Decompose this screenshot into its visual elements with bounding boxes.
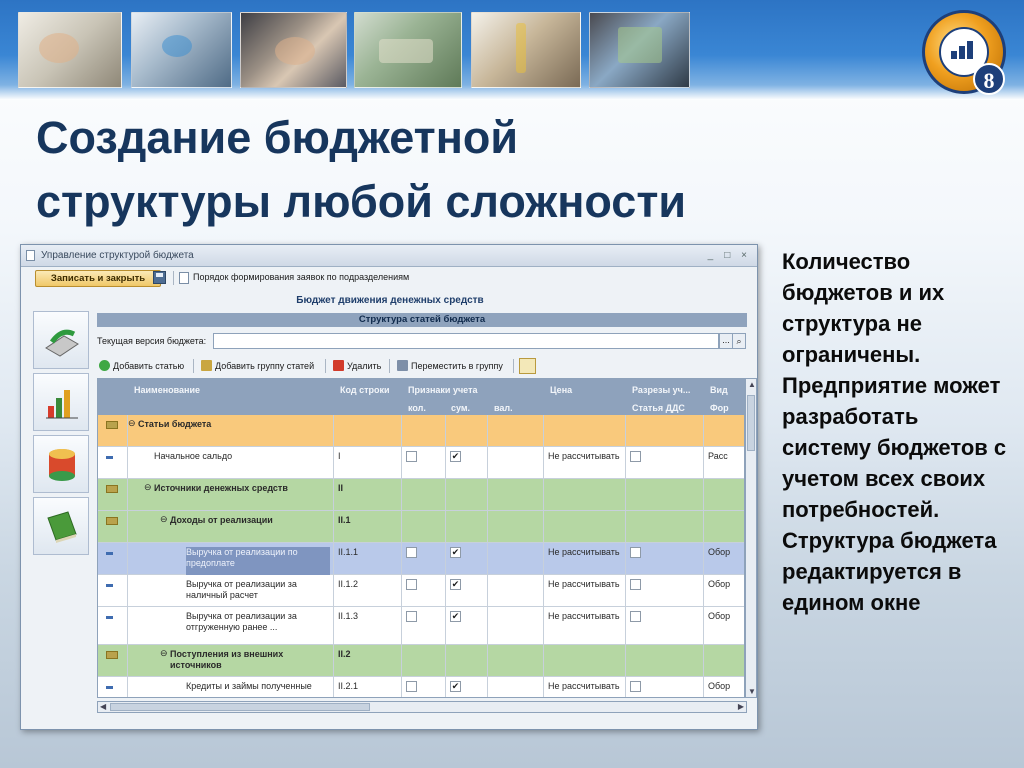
- row-name: Выручка от реализации по предоплате: [186, 547, 330, 575]
- scroll-up-icon[interactable]: ▲: [748, 380, 756, 389]
- row-name: Начальное сальдо: [154, 451, 233, 461]
- structure-tile[interactable]: [33, 311, 89, 369]
- column-kind[interactable]: Вид: [710, 385, 728, 395]
- photo-banner: [0, 0, 1024, 100]
- chart-tile[interactable]: [33, 373, 89, 431]
- structure-graph-icon: [44, 322, 80, 358]
- dds-checkbox[interactable]: [630, 547, 641, 558]
- maximize-button[interactable]: □: [724, 250, 731, 261]
- row-name: Статьи бюджета: [138, 419, 212, 429]
- add-item-button[interactable]: [99, 357, 184, 375]
- scroll-right-icon[interactable]: ▶: [737, 702, 744, 711]
- folder-add-icon: [201, 360, 212, 371]
- document-icon: [26, 250, 35, 261]
- save-floppy-icon[interactable]: [153, 271, 166, 284]
- column-name[interactable]: Наименование: [134, 385, 201, 395]
- move-icon: [397, 360, 408, 371]
- row-code: II.2: [338, 649, 351, 659]
- row-name: Поступления из внешних источников: [170, 649, 284, 670]
- toolbar-separator: [513, 359, 514, 373]
- order-link[interactable]: Порядок формирования заявок по подразделениям: [193, 272, 410, 282]
- collapse-icon[interactable]: ⊖: [128, 418, 136, 428]
- row-kind: Обор: [708, 547, 731, 557]
- order-document-icon[interactable]: [179, 272, 189, 284]
- collapse-icon[interactable]: ⊖: [144, 482, 152, 492]
- item-row[interactable]: [98, 677, 745, 698]
- group-row[interactable]: [98, 415, 745, 447]
- folder-icon: [106, 517, 118, 525]
- qty-checkbox[interactable]: [406, 547, 417, 558]
- column-sign-sum[interactable]: сум.: [451, 403, 471, 413]
- window-titlebar: [21, 245, 757, 267]
- item-row[interactable]: [98, 447, 745, 479]
- row-name: Доходы от реализации: [170, 515, 273, 525]
- row-name: Источники денежных средств: [154, 483, 288, 493]
- list-settings-icon[interactable]: [519, 358, 536, 374]
- slide-title-line2: структуры любой сложности: [36, 176, 687, 227]
- folder-icon: [106, 421, 118, 429]
- close-button[interactable]: ×: [741, 250, 747, 261]
- item-icon: [106, 686, 113, 689]
- add-group-label: Добавить группу статей: [215, 361, 315, 371]
- add-item-label: Добавить статью: [113, 361, 185, 371]
- photo-handshake: [240, 12, 347, 88]
- row-kind: Обор: [708, 611, 731, 621]
- column-sign-cur[interactable]: вал.: [494, 403, 513, 413]
- photo-presentation: [131, 12, 232, 88]
- delete-icon: [333, 360, 344, 371]
- row-price: Не рассчитывать: [548, 451, 620, 461]
- horizontal-scroll-thumb[interactable]: [110, 703, 370, 711]
- sum-checkbox[interactable]: ✔: [451, 451, 460, 461]
- slide-title-line1: Создание бюджетной: [36, 112, 519, 163]
- row-price: Не рассчитывать: [548, 681, 620, 691]
- database-tile[interactable]: [33, 435, 89, 493]
- item-row[interactable]: [98, 575, 745, 607]
- version-label: Текущая версия бюджета:: [97, 336, 207, 346]
- sum-checkbox[interactable]: ✔: [451, 611, 460, 621]
- row-code: II.1.3: [338, 611, 359, 621]
- search-icon[interactable]: ⌕: [732, 333, 746, 349]
- row-kind: Расс: [708, 451, 728, 461]
- horizontal-scrollbar[interactable]: [97, 701, 747, 713]
- database-cylinders-icon: [44, 446, 80, 482]
- budget-structure-window: [20, 244, 758, 730]
- row-code: II: [338, 483, 344, 493]
- window-title: Управление структурой бюджета: [41, 250, 194, 261]
- sum-checkbox[interactable]: ✔: [451, 579, 460, 589]
- qty-checkbox[interactable]: [406, 451, 417, 462]
- grid-header: [98, 379, 745, 415]
- dds-checkbox[interactable]: [630, 579, 641, 590]
- qty-checkbox[interactable]: [406, 579, 417, 590]
- book-icon: [44, 508, 80, 544]
- product-logo: [922, 10, 1006, 94]
- column-section-dds[interactable]: Статья ДДС: [632, 403, 685, 413]
- photo-money: [354, 12, 462, 88]
- row-price: Не рассчитывать: [548, 611, 620, 621]
- budget-caption: Бюджет движения денежных средств: [296, 295, 484, 306]
- item-icon: [106, 616, 113, 619]
- logo-digit: 8: [973, 63, 1005, 95]
- column-code[interactable]: Код строки: [340, 385, 390, 395]
- toolbar-separator: [389, 359, 390, 373]
- row-code: II.2.1: [338, 681, 359, 691]
- delete-label: Удалить: [347, 361, 382, 371]
- left-icon-panel: [33, 311, 89, 559]
- photo-hands-writing: [18, 12, 122, 88]
- item-row[interactable]: [98, 543, 745, 575]
- vertical-scrollbar[interactable]: [745, 378, 757, 698]
- group-row[interactable]: [98, 479, 745, 511]
- dds-checkbox[interactable]: [630, 681, 641, 692]
- scroll-left-icon[interactable]: ◀: [100, 702, 107, 711]
- group-row[interactable]: [98, 511, 745, 543]
- book-tile[interactable]: [33, 497, 89, 555]
- column-sections[interactable]: Разрезы уч...: [632, 385, 691, 395]
- qty-checkbox[interactable]: [406, 681, 417, 692]
- save-and-close-button[interactable]: Записать и закрыть: [35, 270, 161, 287]
- window-controls: [703, 245, 751, 267]
- toolbar-separator: [173, 271, 174, 285]
- move-to-group-button[interactable]: [397, 357, 503, 375]
- bar-chart-icon: [44, 384, 80, 420]
- slide-title: [36, 106, 896, 234]
- column-signs[interactable]: Признаки учета: [408, 385, 478, 395]
- sum-checkbox[interactable]: ✔: [451, 681, 460, 691]
- budget-version-input[interactable]: [213, 333, 719, 349]
- collapse-icon[interactable]: ⊖: [160, 514, 168, 524]
- budget-items-grid: [97, 378, 745, 698]
- scroll-down-icon[interactable]: ▼: [748, 687, 756, 696]
- item-row[interactable]: [98, 607, 745, 645]
- row-code: II.1.2: [338, 579, 359, 589]
- row-price: Не рассчитывать: [548, 547, 620, 557]
- slide-description: Количество бюджетов и их структура не ограничены. Предприятие может разработать систему бюджетов с учетом всех своих потребностей. Структура бюджета редактируется в едином окне: [782, 249, 1007, 615]
- delete-button[interactable]: [333, 357, 381, 375]
- grid-toolbar: [97, 357, 747, 375]
- toolbar-separator: [325, 359, 326, 373]
- logo-bars-icon: [951, 41, 975, 59]
- toolbar-separator: [193, 359, 194, 373]
- row-name: Кредиты и займы полученные: [186, 681, 312, 691]
- row-price: Не рассчитывать: [548, 579, 620, 589]
- add-group-button[interactable]: [201, 357, 314, 375]
- photo-pen-documents: [471, 12, 581, 88]
- column-sign-qty[interactable]: кол.: [408, 403, 426, 413]
- row-code: I: [338, 451, 341, 461]
- column-kind-sub[interactable]: Фор: [710, 403, 729, 413]
- row-name: Выручка от реализации за наличный расчет: [186, 579, 297, 600]
- item-icon: [106, 456, 113, 459]
- photo-laptop-chart: [589, 12, 690, 88]
- row-kind: Обор: [708, 681, 731, 691]
- row-name: Выручка от реализации за отгруженную ранее ...: [186, 611, 297, 632]
- row-code: II.1.1: [338, 547, 359, 557]
- dds-checkbox[interactable]: [630, 451, 641, 462]
- qty-checkbox[interactable]: [406, 611, 417, 622]
- minimize-button[interactable]: _: [707, 250, 714, 261]
- group-row[interactable]: [98, 645, 745, 677]
- folder-icon: [106, 651, 118, 659]
- move-to-group-label: Переместить в группу: [411, 361, 503, 371]
- add-icon: [99, 360, 110, 371]
- folder-icon: [106, 485, 118, 493]
- dds-checkbox[interactable]: [630, 611, 641, 622]
- row-code: II.1: [338, 515, 351, 525]
- structure-caption: Структура статей бюджета: [97, 313, 747, 327]
- item-icon: [106, 552, 113, 555]
- collapse-icon[interactable]: ⊖: [160, 648, 168, 658]
- sum-checkbox[interactable]: ✔: [451, 547, 460, 557]
- item-icon: [106, 584, 113, 587]
- version-select-button[interactable]: ...: [719, 333, 733, 349]
- column-price[interactable]: Цена: [550, 385, 573, 395]
- vertical-scroll-thumb[interactable]: [747, 395, 755, 451]
- row-kind: Обор: [708, 579, 731, 589]
- main-toolbar: [21, 267, 757, 289]
